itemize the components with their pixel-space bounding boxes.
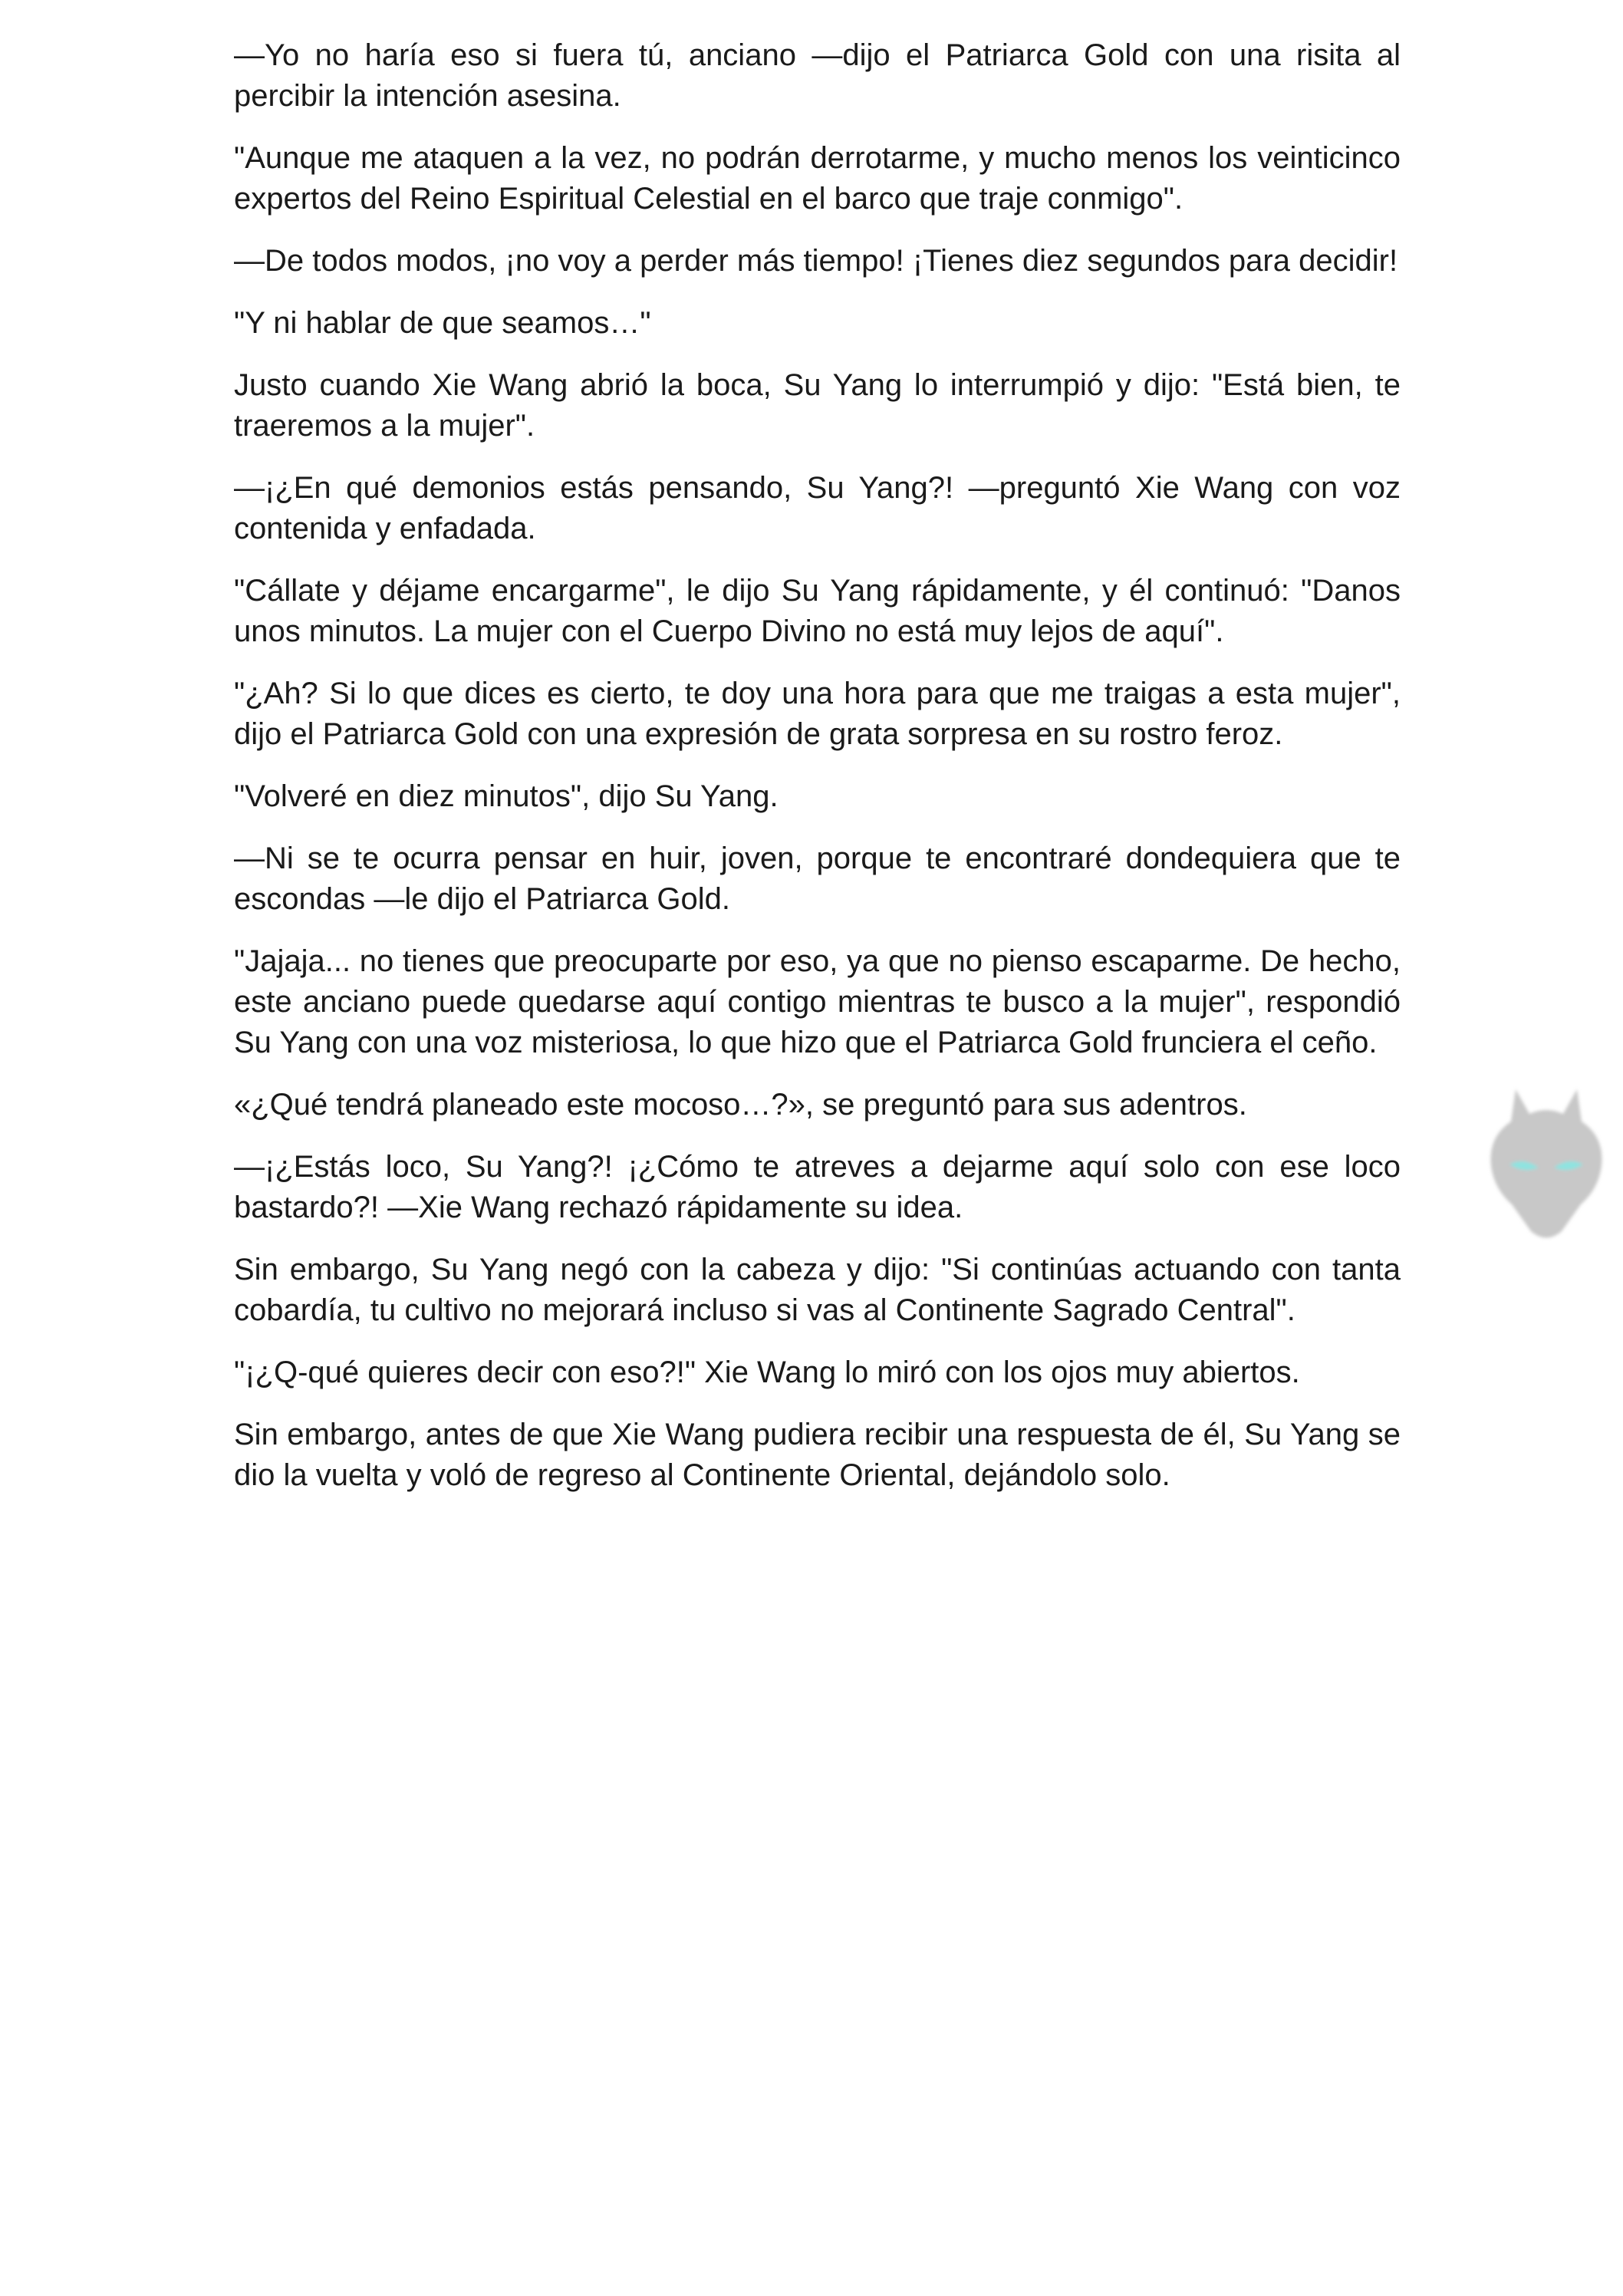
paragraph-5: Justo cuando Xie Wang abrió la boca, Su Yang lo interrumpió y dijo: "Está bien, te traeremos a la mujer". [234, 368, 1401, 443]
paragraph-8: "¿Ah? Si lo que dices es cierto, te doy una hora para que me traigas a esta mujer", dijo el Patriarca Gold con una expresión de grata sorpresa en su rostro feroz. [234, 677, 1401, 751]
paragraph-16: Sin embargo, antes de que Xie Wang pudiera recibir una respuesta de él, Su Yang se dio la vuelta y voló de regreso al Continente Oriental, dejándolo solo. [234, 1418, 1401, 1492]
paragraph-13: —¡¿Estás loco, Su Yang?! ¡¿Cómo te atreves a dejarme aquí solo con ese loco bastardo?! —Xie Wang rechazó rápidamente su idea. [234, 1150, 1401, 1224]
paragraph-15: "¡¿Q-qué quieres decir con eso?!" Xie Wang lo miró con los ojos muy abiertos. [234, 1356, 1300, 1389]
paragraph-14: Sin embargo, Su Yang negó con la cabeza y dijo: "Si continúas actuando con tanta cobardía, tu cultivo no mejorará incluso si vas al Continente Sagrado Central". [234, 1253, 1401, 1327]
paragraph-2: "Aunque me ataquen a la vez, no podrán derrotarme, y mucho menos los veinticinco expertos del Reino Espiritual Celestial en el barco que traje conmigo". [234, 141, 1401, 216]
paragraph-7: "Cállate y déjame encargarme", le dijo Su Yang rápidamente, y él continuó: "Danos unos minutos. La mujer con el Cuerpo Divino no está muy lejos de aquí". [234, 574, 1401, 648]
body-text [234, 35, 1401, 1517]
paragraph-9: "Volveré en diez minutos", dijo Su Yang. [234, 779, 779, 813]
paragraph-11: "Jajaja... no tienes que preocuparte por eso, ya que no pienso escaparme. De hecho, este anciano puede quedarse aquí contigo mientras te busco a la mujer", respondió Su Yang con una voz misteriosa, lo que hizo que el Patriarca Gold frunciera el ceño. [234, 944, 1401, 1059]
paragraph-6: —¡¿En qué demonios estás pensando, Su Yang?! —preguntó Xie Wang con voz contenida y enfadada. [234, 471, 1401, 545]
paragraph-12: «¿Qué tendrá planeado este mocoso…?», se preguntó para sus adentros. [234, 1088, 1247, 1122]
paragraph-3: —De todos modos, ¡no voy a perder más tiempo! ¡Tienes diez segundos para decidir! [234, 244, 1398, 278]
demon-head-watermark-icon [1470, 1074, 1623, 1250]
paragraph-1: —Yo no haría eso si fuera tú, anciano —dijo el Patriarca Gold con una risita al percibir la intención asesina. [234, 38, 1401, 113]
paragraph-10: —Ni se te ocurra pensar en huir, joven, porque te encontraré dondequiera que te escondas —le dijo el Patriarca Gold. [234, 842, 1401, 916]
paragraph-4: "Y ni hablar de que seamos…" [234, 306, 651, 340]
